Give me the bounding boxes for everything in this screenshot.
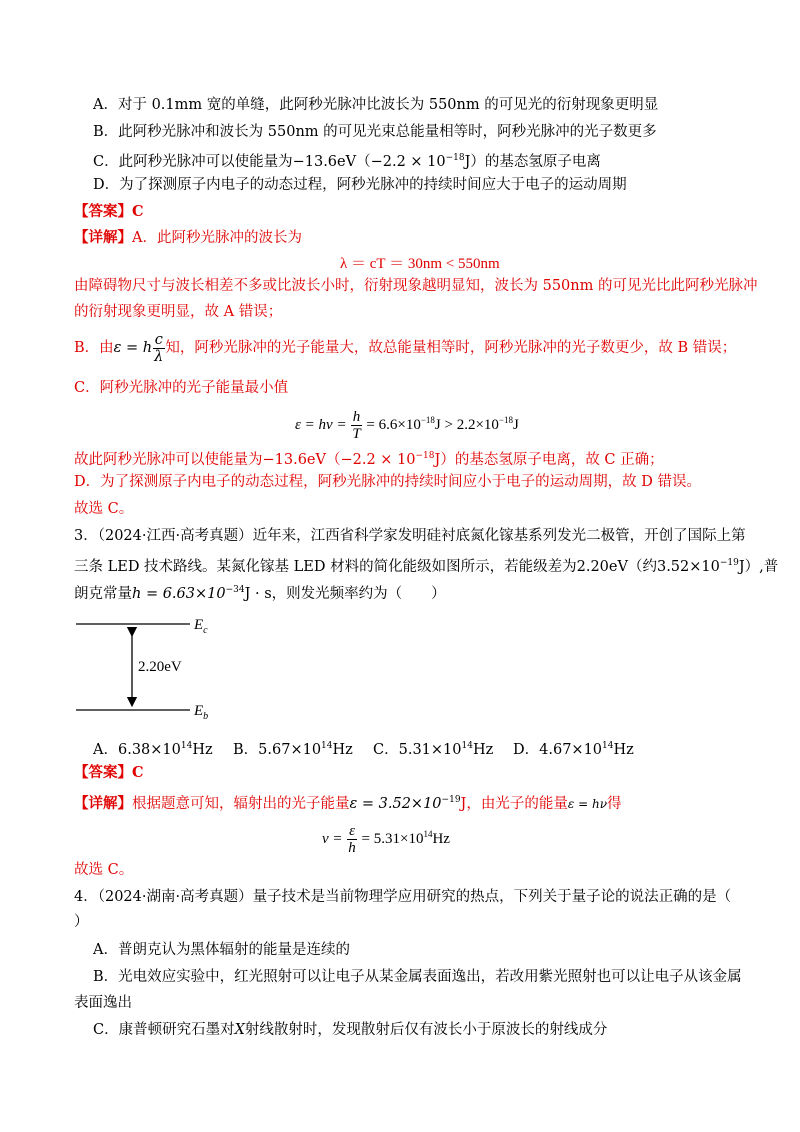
q2-option-c: C．此阿秒光脉冲可以使能量为$-13.6eV(-2.2 \times 10^{-18}J)$的基态氢原子电离 [93, 153, 601, 170]
energy-level-diagram [70, 612, 240, 724]
q2-fraction-h-over-t: $\frac{h}{T}$ [352, 409, 361, 443]
q3-stem-line3: 朗克常量$h = 6.63\times 10^{-34}J \cdot s$，则发光频率约为（ ） [74, 585, 446, 602]
q3-stem-line1: 3．（2024·江西·高考真题）近年来，江西省科学家发明硅衬底氮化镓基系列发光二极管，开创了国际上第 [74, 528, 746, 544]
q3-option-b: B．$5.67\times 10^{14}Hz$ [233, 741, 353, 758]
q3-detail: 【详解】根据题意可知，辐射出的光子能量$\varepsilon = 3.52\times 10^{-19}J$，由光子的能量ε = hν得 [74, 795, 622, 812]
lower-level-label: $E_b$ [194, 703, 209, 722]
q2-option-a: A．对于 0.1mm 宽的单缝，此阿秒光脉冲比波长为 550nm 的可见光的衍射现象更明显 [93, 97, 659, 113]
q3-answer: 【答案】C [74, 764, 144, 781]
q3-choose: 故选 C。 [74, 862, 134, 878]
q2-option-d: D．为了探测原子内电子的动态过程，阿秒光脉冲的持续时间应大于电子的运动周期 [93, 177, 627, 193]
energy-gap-label: 2.20eV [138, 659, 182, 675]
q4-stem-line1: 4．（2024·湖南·高考真题）量子技术是当前物理学应用研究的热点，下列关于量子论的说法正确的是（ [74, 889, 732, 905]
q2-choose: 故选 C。 [74, 501, 134, 517]
q3-stem-line2: 三条 LED 技术路线。某氮化镓基 LED 材料的简化能级如图所示，若能级差为2.20eV（约$3.52\times 10^{-19}J$）,普 [74, 558, 779, 575]
q3-fraction-eps-over-h: $\frac{\varepsilon}{h}$ [348, 823, 356, 857]
q2-detail-b: B．由ε = h $\frac{c}{\lambda}$ 知，阿秒光脉冲的光子能量大，故总能量相等时，阿秒光脉冲的光子数更少，故 B 错误； [74, 331, 737, 365]
q2-answer: 【答案】C [74, 203, 144, 220]
q2-detail-c-conclusion: 故此阿秒光脉冲可以使能量为$-13.6eV(-2.2 \times 10^{-18}J)$的基态氢原子电离，故 C 正确； [74, 451, 664, 468]
upper-level-label: $E_c$ [194, 617, 208, 636]
q2-detail-c-head: C．阿秒光脉冲的光子能量最小值 [74, 380, 289, 396]
q3-option-c: C．$5.31\times 10^{14}Hz$ [373, 741, 494, 758]
q3-equation-frequency: ν = $\frac{\varepsilon}{h}$ = $5.31\times 10^{14}Hz$ [322, 823, 450, 857]
q2-equation-photon-energy: ε = hν = $\frac{h}{T}$ = $6.6\times 10^{-18}J > 2.2\times 10^{-18}J$ [295, 409, 519, 443]
q3-option-a: A．$6.38\times 10^{14}Hz$ [93, 741, 213, 758]
q4-option-a: A．普朗克认为黑体辐射的能量是连续的 [93, 942, 350, 958]
q3-option-d: D．$4.67\times 10^{14}Hz$ [513, 741, 634, 758]
q2-fraction-c-over-lambda: $\frac{c}{\lambda}$ [154, 331, 164, 365]
q2-option-b: B．此阿秒光脉冲和波长为 550nm 的可见光束总能量相等时，阿秒光脉冲的光子数更多 [93, 124, 657, 140]
q2-detail-a-line2: 的衍射现象更明显，故 A 错误； [74, 304, 283, 320]
q2-detail-d: D．为了探测原子内电子的动态过程，阿秒光脉冲的持续时间应小于电子的运动周期，故 D 错误。 [74, 474, 701, 490]
q2-detail-a-head: 【详解】A．此阿秒光脉冲的波长为 [74, 229, 302, 246]
q2-detail-a-line1: 由障碍物尺寸与波长相差不多或比波长小时，衍射现象越明显知，波长为 550nm 的可见光比此阿秒光脉冲 [74, 278, 758, 294]
q4-stem-line2: ） [74, 914, 89, 930]
q4-option-c: C．康普顿研究石墨对X射线散射时，发现散射后仅有波长小于原波长的射线成分 [93, 1022, 608, 1038]
q4-option-b-line2: 表面逸出 [74, 995, 132, 1011]
q2-equation-wavelength: λ ＝ cT ＝ 30nm < 550nm [340, 256, 500, 272]
q3-options [93, 736, 634, 760]
q4-option-b-line1: B．光电效应实验中，红光照射可以让电子从某金属表面逸出，若改用紫光照射也可以让电子从该金属 [93, 969, 742, 985]
